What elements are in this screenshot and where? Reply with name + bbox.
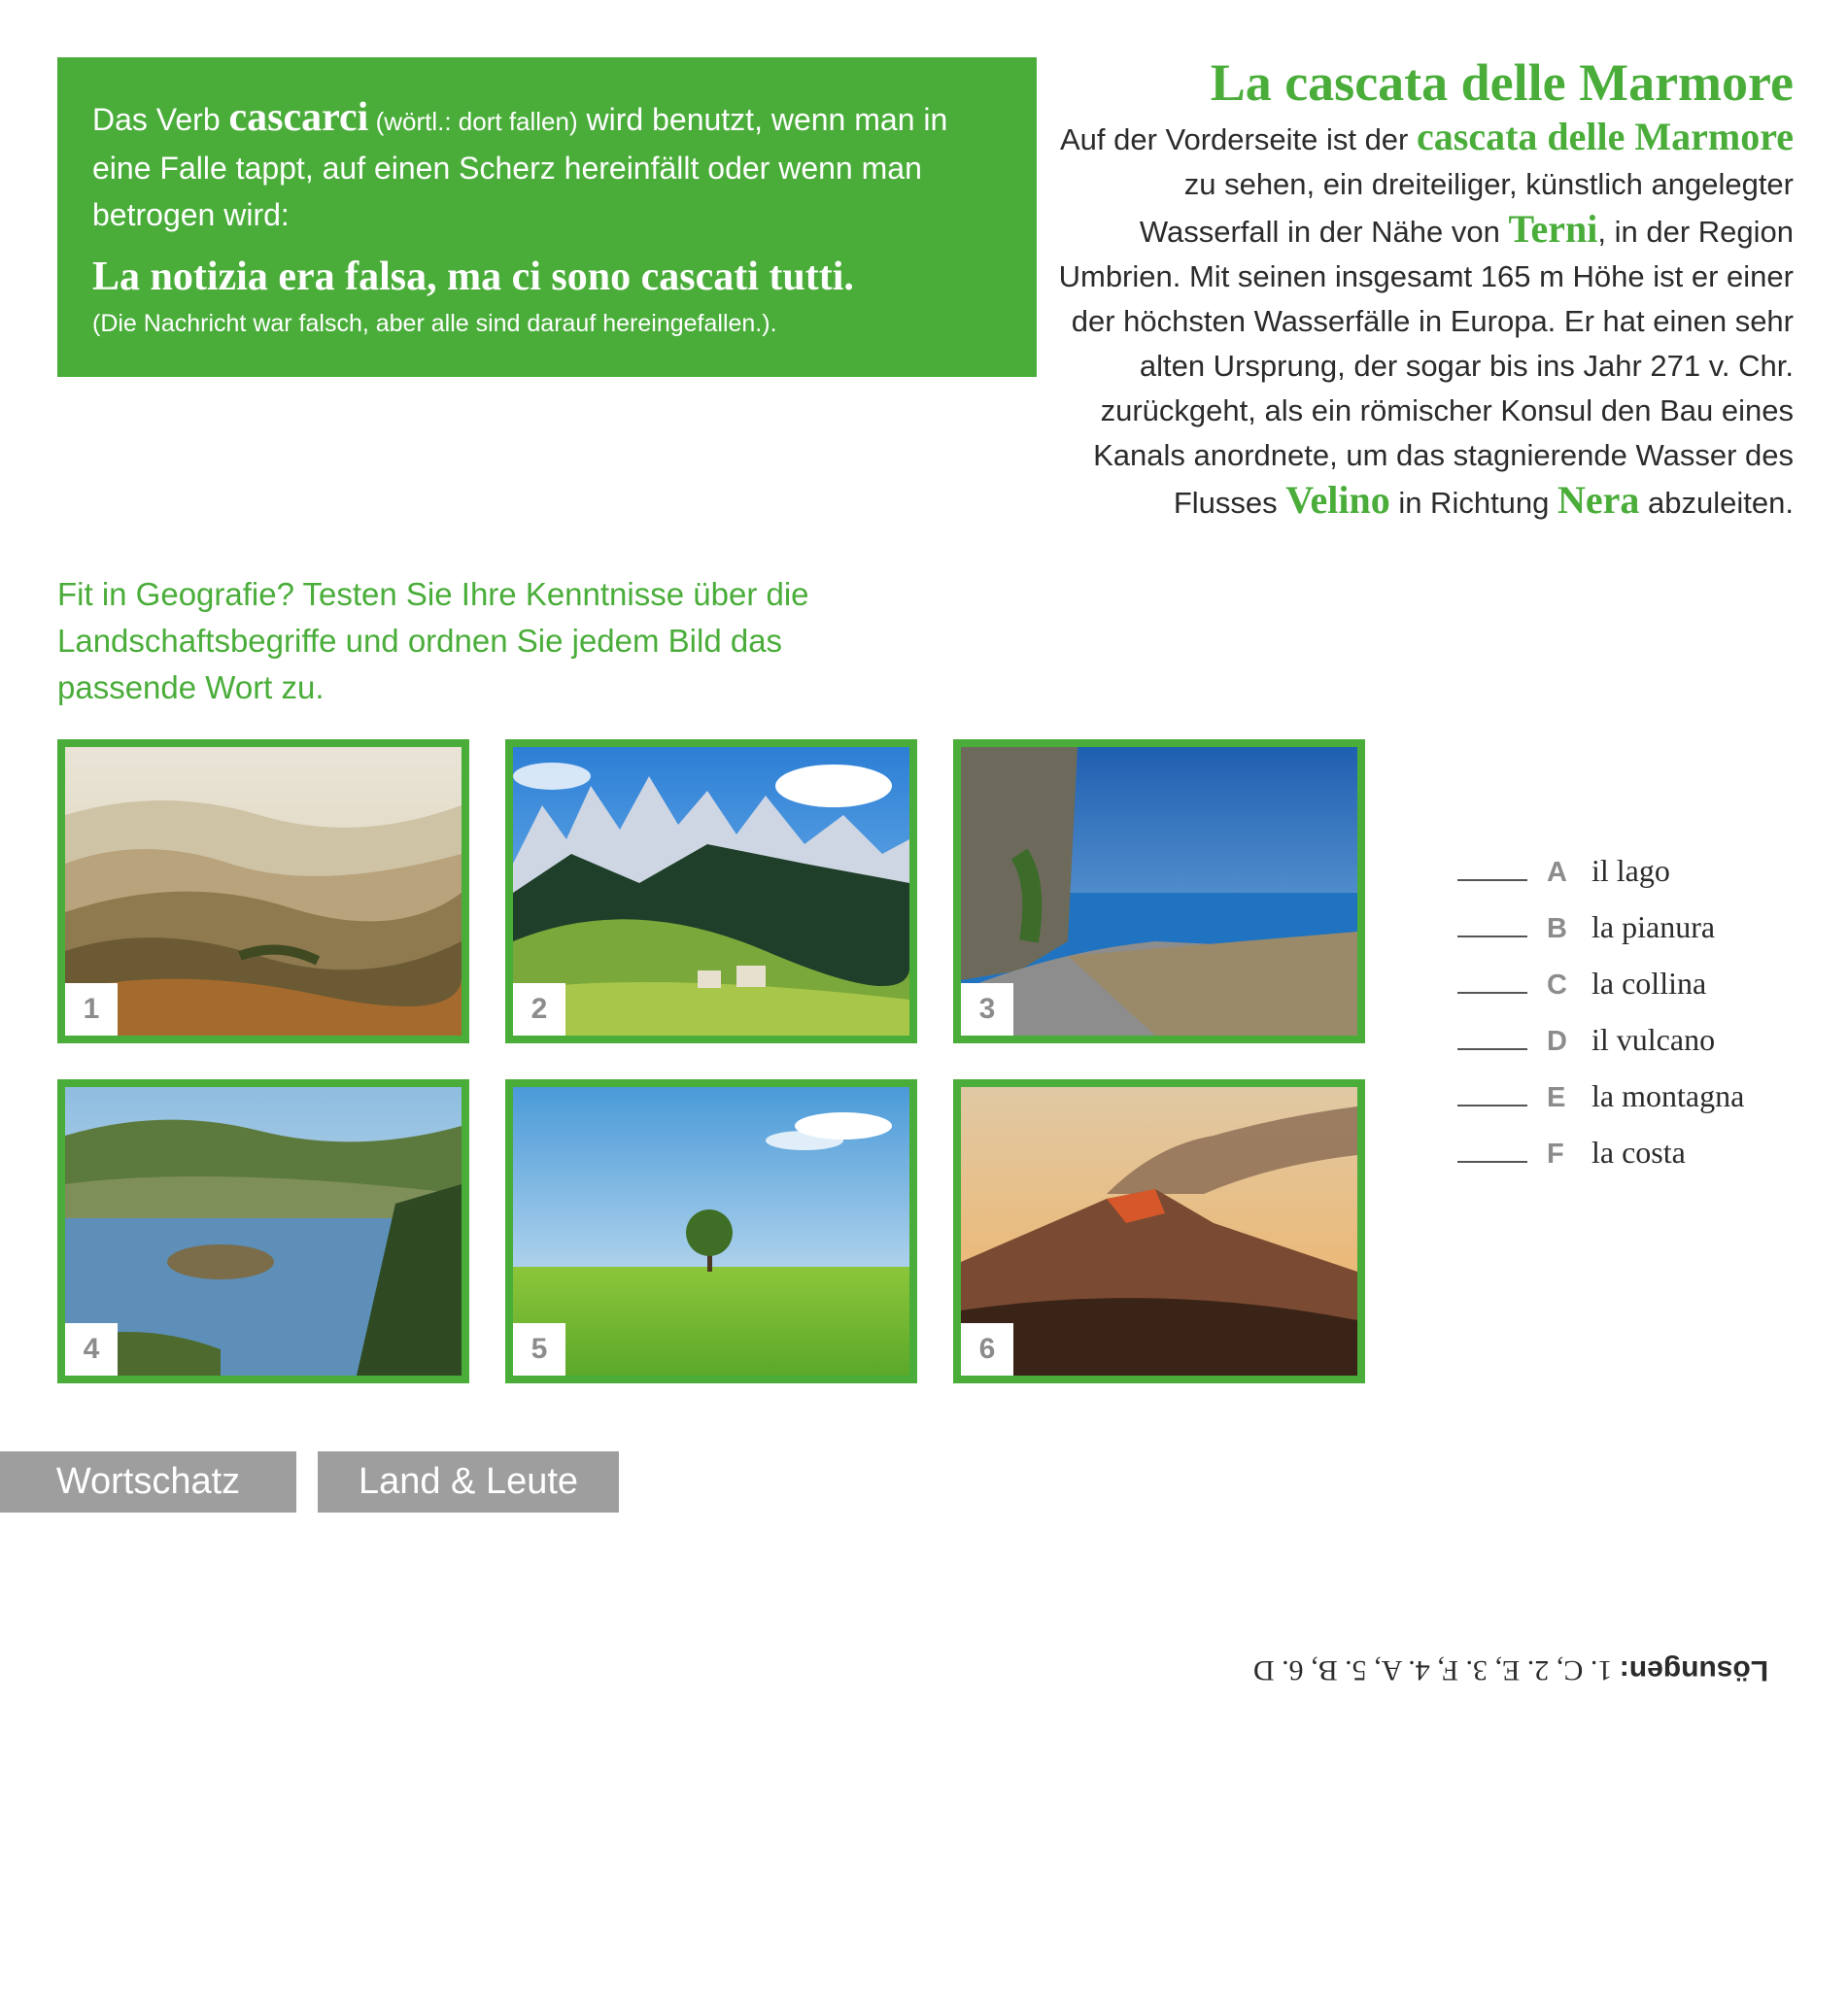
highlight-nera: Nera xyxy=(1557,478,1640,522)
article-title: La cascata delle Marmore xyxy=(1210,53,1794,112)
answer-letter: A xyxy=(1547,857,1567,888)
quiz-solutions xyxy=(1253,1653,1788,1686)
article-text-part: abzuleiten. xyxy=(1639,486,1794,520)
answer-blank-field[interactable] xyxy=(1457,850,1527,881)
answer-letter: F xyxy=(1547,1139,1564,1170)
solutions-text: 1. C, 2. E, 3. F, 4. A, 5. B, 6. D xyxy=(1253,1654,1620,1686)
hills-image xyxy=(65,747,462,1036)
plain-image xyxy=(513,1087,909,1376)
highlight-velino: Velino xyxy=(1285,478,1390,522)
solutions-label: Lösungen: xyxy=(1619,1654,1769,1686)
answer-option-b xyxy=(1457,906,1788,963)
idiom-gloss: (wörtl.: dort fallen) xyxy=(368,107,578,136)
photo-mountains xyxy=(505,739,917,1043)
answer-word: la costa xyxy=(1591,1135,1686,1170)
landscape-photo-grid xyxy=(57,739,1359,1380)
article-text-part: Auf der Vorderseite ist der xyxy=(1059,122,1417,156)
article-text-part: in Richtung xyxy=(1389,486,1558,520)
answer-word: la collina xyxy=(1591,966,1707,1001)
photo-number-badge: 3 xyxy=(961,983,1013,1036)
idiom-info-box xyxy=(57,57,1037,377)
photo-number-badge: 6 xyxy=(961,1323,1013,1376)
idiom-example-translation: (Die Nachricht war falsch, aber alle sind darauf hereingefallen.). xyxy=(92,310,777,337)
volcano-image xyxy=(961,1087,1357,1376)
answer-word: la pianura xyxy=(1591,909,1716,944)
highlight-marmore: cascata delle Marmore xyxy=(1417,115,1794,158)
answer-option-a xyxy=(1457,850,1788,906)
photo-hills xyxy=(57,739,469,1043)
photo-number-badge: 4 xyxy=(65,1323,118,1376)
idiom-usage-text: wird benutzt, wenn man in eine Falle tappt, auf einen Scherz hereinfällt oder wenn man betrogen wird: xyxy=(92,102,948,232)
tab-wortschatz[interactable]: Wortschatz xyxy=(0,1451,296,1513)
mountains-image xyxy=(513,747,909,1036)
answer-letter: E xyxy=(1547,1082,1566,1113)
photo-volcano xyxy=(953,1079,1365,1383)
answer-word: il vulcano xyxy=(1591,1022,1716,1057)
photo-number-badge: 5 xyxy=(513,1323,565,1376)
photo-lake xyxy=(57,1079,469,1383)
answer-blank-field[interactable] xyxy=(1457,1019,1527,1050)
quiz-instruction: Fit in Geografie? Testen Sie Ihre Kenntnisse über die Landschaftsbegriffe und ordnen Sie jedem Bild das passende Wort zu. xyxy=(57,576,809,705)
idiom-verb: cascarci xyxy=(228,95,369,140)
answer-letter: C xyxy=(1547,970,1567,1001)
photo-plain xyxy=(505,1079,917,1383)
answer-letter: D xyxy=(1547,1026,1567,1057)
answer-letter: B xyxy=(1547,913,1567,944)
idiom-example-sentence: La notizia era falsa, ma ci sono cascati tutti. xyxy=(92,255,854,299)
article-body xyxy=(1055,115,1794,526)
photo-number-badge: 1 xyxy=(65,983,118,1036)
answer-blank-field[interactable] xyxy=(1457,1075,1527,1106)
answer-option-e xyxy=(1457,1075,1788,1132)
photo-coast xyxy=(953,739,1365,1043)
tab-land-und-leute[interactable]: Land & Leute xyxy=(318,1451,619,1513)
answer-blank-field[interactable] xyxy=(1457,963,1527,994)
answer-option-d xyxy=(1457,1019,1788,1075)
coast-image xyxy=(961,747,1357,1036)
answer-word: la montagna xyxy=(1591,1078,1745,1113)
answer-blank-field[interactable] xyxy=(1457,906,1527,937)
idiom-intro-text: Das Verb xyxy=(92,102,229,137)
waterfall-article xyxy=(1055,51,1794,526)
lake-image xyxy=(65,1087,462,1376)
photo-number-badge: 2 xyxy=(513,983,565,1036)
answer-word: il lago xyxy=(1591,853,1670,888)
article-text-part: , in der Region Umbrien. Mit seinen insgesamt 165 m Höhe ist er einer der höchsten Wasserfälle in Europa. Er hat einen sehr alten Ursprung, der sogar bis ins Jahr 271 v. Chr. zurückgeht, als ein römischer Konsul den Bau eines Kanals anordnete, um das stagnierende Wasser des Flusses xyxy=(1058,215,1794,520)
article-text-part: zu sehen, ein dreiteiliger, künstlich angelegter Wasserfall in der Nähe von xyxy=(1139,167,1794,249)
answer-option-f xyxy=(1457,1132,1788,1188)
answer-blank-field[interactable] xyxy=(1457,1132,1527,1163)
idiom-explanation xyxy=(92,94,1002,238)
answer-options-list xyxy=(1457,850,1788,1188)
highlight-terni: Terni xyxy=(1508,207,1598,251)
answer-option-c xyxy=(1457,963,1788,1019)
